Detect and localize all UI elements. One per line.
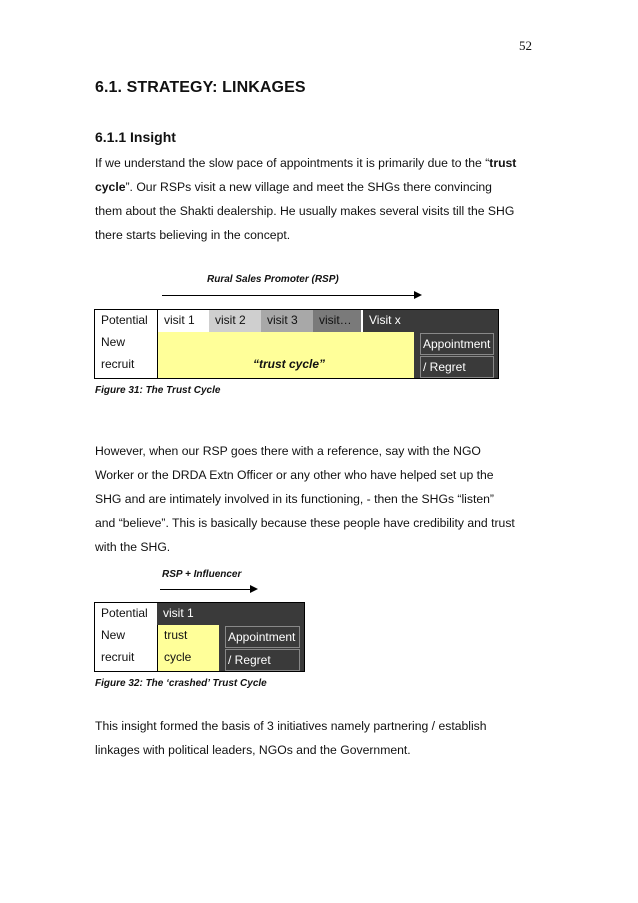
- fig31-arrow: [162, 295, 420, 296]
- conclusion-line-1: This insight formed the basis of 3 initiatives namely partnering / establish: [95, 719, 487, 733]
- fig32-label-new: New: [101, 628, 126, 642]
- fig31-regret: / Regret: [420, 356, 494, 378]
- fig32-row-labels: [95, 603, 157, 671]
- fig32-cycle: cycle: [164, 650, 192, 664]
- fig32-appointment: Appointment: [225, 626, 300, 648]
- reference-line-2: Worker or the DRDA Extn Officer or any other who have helped set up the: [95, 468, 494, 482]
- fig32-regret: / Regret: [225, 649, 300, 671]
- fig31-label-recruit: recruit: [101, 357, 135, 371]
- fig32-trust: trust: [164, 628, 188, 642]
- fig31-header-dark: [414, 310, 498, 332]
- conclusion-line-2: linkages with political leaders, NGOs and the Government.: [95, 743, 411, 757]
- fig31-visit-3: visit 3: [261, 310, 313, 332]
- fig32-diagram: [94, 602, 305, 672]
- fig31-visit-ellipsis: visit…: [313, 310, 361, 332]
- fig31-label-potential: Potential: [101, 313, 148, 327]
- fig32-visit-1: visit 1: [157, 603, 219, 625]
- conclusion-paragraph: [95, 714, 555, 762]
- fig31-diagram: [94, 309, 499, 379]
- fig32-label-potential: Potential: [101, 606, 148, 620]
- insight-paragraph: [95, 151, 555, 247]
- reference-line-1: However, when our RSP goes there with a reference, say with the NGO: [95, 444, 481, 458]
- reference-paragraph: [95, 439, 555, 559]
- fig31-outcome: [414, 332, 498, 378]
- fig31-trust-cycle: “trust cycle”: [157, 332, 414, 378]
- reference-line-4: and “believe”. This is basically because these people have credibility and trust: [95, 516, 515, 530]
- page-number: 52: [519, 38, 532, 53]
- reference-line-5: with the SHG.: [95, 540, 171, 554]
- fig31-visit-x: Visit x: [361, 310, 414, 332]
- section-title: 6.1. STRATEGY: LINKAGES: [95, 79, 306, 96]
- fig31-visit-1: visit 1: [157, 310, 209, 332]
- fig31-visit-2: visit 2: [209, 310, 261, 332]
- insight-line-3: them about the Shakti dealership. He usually makes several visits till the SHG: [95, 204, 515, 218]
- fig32-header-dark: [219, 603, 304, 625]
- fig32-label-recruit: recruit: [101, 650, 135, 664]
- fig32-arrow-label: RSP + Influencer: [162, 569, 242, 580]
- subsection-title: 6.1.1 Insight: [95, 129, 176, 145]
- fig32-trust-cycle: [157, 625, 219, 671]
- fig31-appointment: Appointment: [420, 333, 494, 355]
- insight-line-1: If we understand the slow pace of appointments it is primarily due to the “trust: [95, 156, 517, 170]
- reference-line-3: SHG and are intimately involved in its functioning, - then the SHGs “listen”: [95, 492, 494, 506]
- fig31-caption: Figure 31: The Trust Cycle: [95, 385, 221, 396]
- fig31-arrow-label: Rural Sales Promoter (RSP): [207, 274, 339, 285]
- fig32-outcome: [219, 625, 304, 671]
- insight-line-4: there starts believing in the concept.: [95, 228, 291, 242]
- fig32-arrow: [160, 589, 256, 590]
- fig31-row-labels: [95, 310, 157, 378]
- insight-line-2: cycle”. Our RSPs visit a new village and meet the SHGs there convincing: [95, 180, 492, 194]
- fig31-label-new: New: [101, 335, 126, 349]
- fig32-caption: Figure 32: The ‘crashed’ Trust Cycle: [95, 678, 267, 689]
